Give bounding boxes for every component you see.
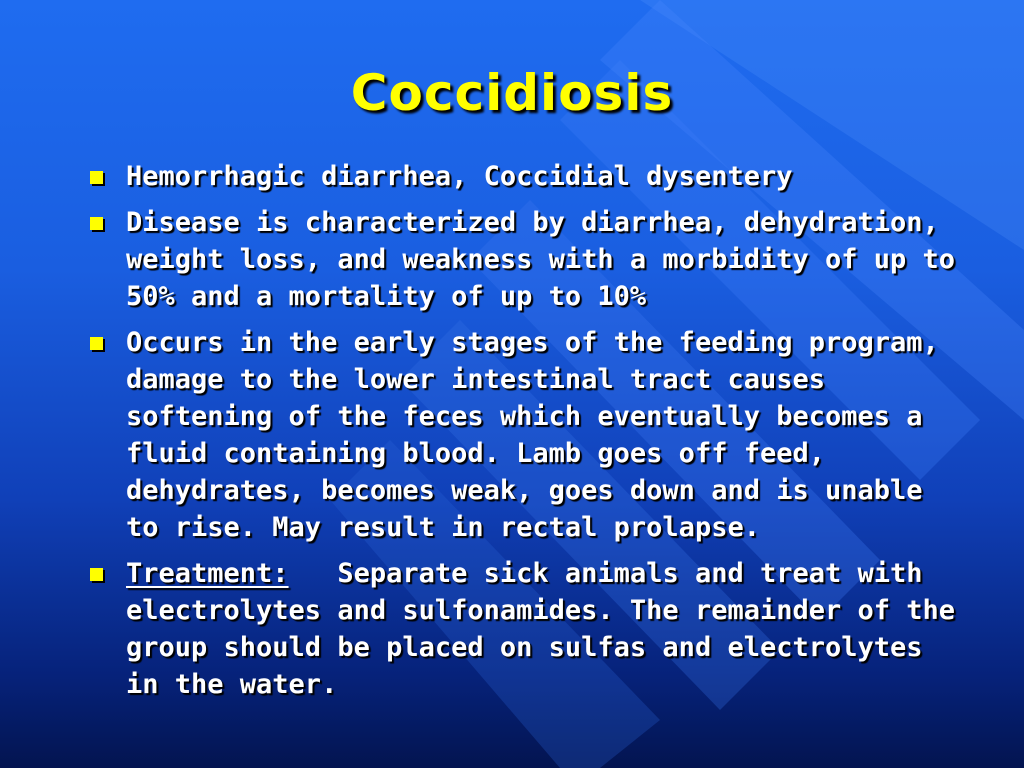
treatment-label: Treatment: xyxy=(126,558,289,589)
bullet-text: Separate sick animals and treat with electrolytes and sulfonamides. The remainder of the group should be placed on sulfas and electrolytes in the water. xyxy=(126,558,956,700)
bullet-item-treatment xyxy=(84,555,964,703)
bullet-text: Disease is characterized by diarrhea, dehydration, weight loss, and weakness with a morbidity of up to 50% and a mortality of up to 10% xyxy=(126,207,956,312)
square-bullet-icon xyxy=(90,217,103,230)
bullet-item-occurrence xyxy=(84,324,964,546)
square-bullet-icon xyxy=(90,171,103,184)
square-bullet-icon xyxy=(90,568,103,581)
square-bullet-icon xyxy=(90,337,103,350)
bullet-item-synonyms xyxy=(84,158,964,195)
bullet-text: Occurs in the early stages of the feeding program, damage to the lower intestinal tract causes softening of the feces which eventually becomes a fluid containing blood. Lamb goes off feed, dehydrates, becomes weak, goes down and is unable to rise. May result in rectal prolapse. xyxy=(126,327,939,543)
bullet-text: Hemorrhagic diarrhea, Coccidial dysentery xyxy=(126,161,793,192)
bullet-list xyxy=(84,158,964,712)
slide-title: Coccidiosis xyxy=(350,64,674,122)
bullet-item-characteristics xyxy=(84,204,964,315)
